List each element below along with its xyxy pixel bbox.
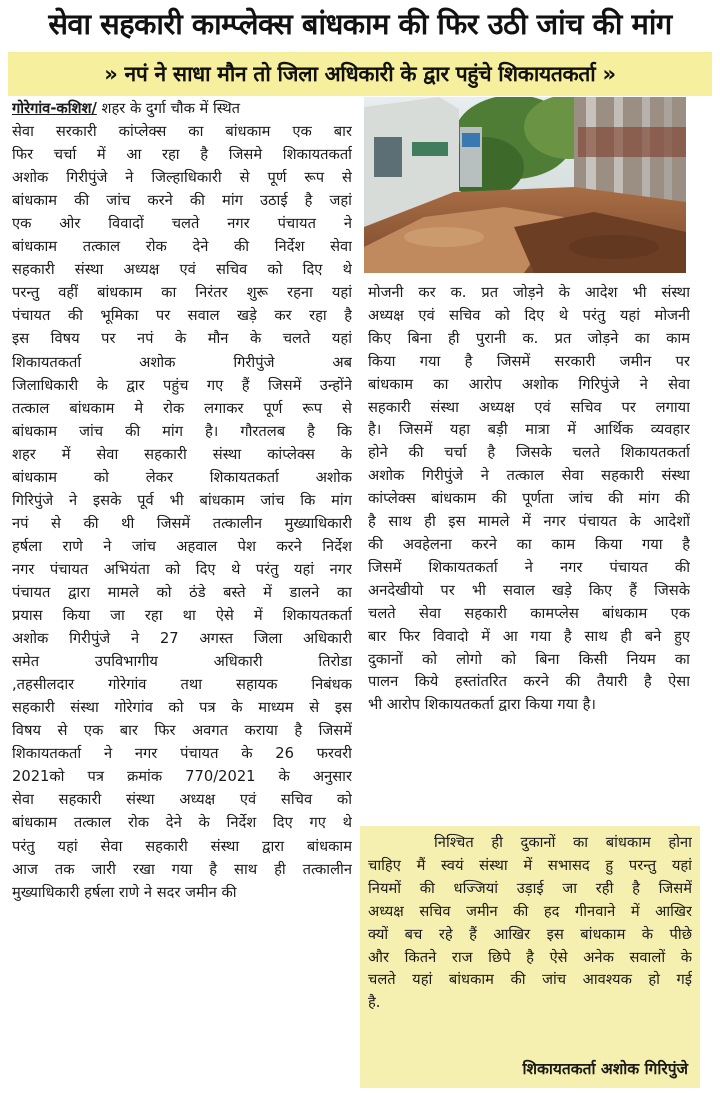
- quote-line: निश्चित ही दुकानों का बांधकाम होना: [434, 834, 692, 851]
- article-line: समेत उपविभागीय अधिकारी तिरोडा: [12, 653, 352, 671]
- quote-text: [368, 832, 692, 1015]
- article-line: बांधकाम को लेकर शिकायतकर्ता अशोक: [12, 468, 352, 486]
- article-line: कांप्लेक्स बांधकाम की पूर्णता जांच की मांग की: [368, 490, 690, 508]
- article-line: अशोक गिरीपुंजे ने जिल्हाधिकारी से पूर्ण रूप से: [12, 169, 352, 187]
- article-line: बार फिर विवादो में आ गया है साथ ही बने हुए: [368, 627, 690, 645]
- article-line: दुकानों को लोगो को बिना किसी नियम का: [368, 650, 690, 668]
- article-line: 2021को पत्र क्रमांक 770/2021 के अनुसार: [12, 768, 352, 786]
- article-line: जिलाधिकारी के द्वार पहुंच गए हैं जिसमें उन्होंने: [12, 376, 352, 394]
- quote-line: चलते यहां बांधकाम की जांच आवश्यक हो गई: [368, 971, 692, 989]
- article-line: हर्षला राणे ने जांच अहवाल पेश करने निर्देश: [12, 537, 352, 555]
- article-line: मुख्याधिकारी हर्षला राणे ने सदर जमीन की: [12, 883, 237, 901]
- article-line: इस विषय पर नपं के मौन के चलते यहां: [12, 330, 352, 348]
- article-line: शिकायतकर्ता ने नगर पंचायत के 26 फरवरी: [12, 745, 352, 763]
- quote-line: है.: [368, 994, 381, 1012]
- quote-box: [360, 826, 700, 1088]
- article-line-text: शहर के दुर्गा चौक में स्थित: [96, 100, 240, 117]
- article-line: भी आरोप शिकायतकर्ता द्वारा किया गया है।: [368, 696, 596, 714]
- article-line: सेवा सहकारी संस्था अध्यक्ष एवं सचिव को: [12, 791, 352, 809]
- construction-site-photo: [364, 97, 686, 273]
- article-line: सहकारी संस्था अध्यक्ष एवं सचिव पर लगाया: [368, 398, 690, 416]
- quote-line: अध्यक्ष सचिव जमीन की हद गीनवाने में आखिर: [368, 902, 692, 920]
- article-line: पंचायत द्वारा मामले को ठंडे बस्ते में डालने का: [12, 583, 352, 601]
- article-line: अशोक गिरीपुंजे ने तत्काल सेवा सहकारी संस्था: [368, 467, 690, 485]
- article-line: बांधकाम तत्काल रोक देने के निर्देश दिए गए थे: [12, 814, 352, 832]
- article-line: सहकारी संस्था गोरेगांव को पत्र के माध्यम से इस: [12, 699, 352, 717]
- article-line: गिरिपुंजे ने इसके पूर्व भी बांधकाम जांच कि मांग: [12, 491, 352, 509]
- article-line: परन्तु वहीं बांधकाम का निरंतर शुरू रहना यहां: [12, 284, 352, 302]
- article-line: सहकारी संस्था अध्यक्ष एवं सचिव को दिए थे: [12, 261, 352, 279]
- subheadline: » नपं ने साधा मौन तो जिला अधिकारी के द्वार पहुंचे शिकायतकर्ता »: [8, 52, 712, 96]
- article-line: एक ओर विवादों चलते नगर पंचायत ने: [12, 215, 352, 233]
- article-line: शिकायतकर्ता अशोक गिरीपुंजे अब: [12, 353, 352, 371]
- article-line: है। जिसमें यहा बड़ी मात्रा में आर्थिक व्यवहार: [368, 421, 690, 439]
- article-line: बांधकाम तत्काल रोक देने की निर्देश सेवा: [12, 238, 352, 256]
- article-line: बांधकाम का आरोप अशोक गिरिपुंजे ने सेवा: [368, 375, 690, 393]
- article-line: किया गया है जिसमें सरकारी जमीन पर: [368, 352, 690, 370]
- article-line: किए बिना ही पुरानी क. प्रत जोड़ने का काम: [368, 329, 690, 347]
- article-line: बांधकाम जांच की मांग है। गौरतलब है कि: [12, 422, 352, 440]
- article-line: होने की चर्चा है जिसके चलते शिकायतकर्ता: [368, 444, 690, 462]
- article-line: [12, 97, 352, 120]
- news-photo: [364, 97, 686, 273]
- dateline: गोरेगांव-कशिश/: [12, 100, 97, 117]
- article-right-column: [368, 282, 690, 818]
- article-line: अध्यक्ष एवं सचिव को दिए थे परंतु यहां मोजनी: [368, 306, 690, 324]
- article-line: परंतु यहां सेवा सहकारी संस्था द्वारा बांधकाम: [12, 837, 352, 855]
- article-left-column: [12, 97, 352, 1089]
- quote-line: क्यों बच रहे हैं आखिर इस बांधकाम के पीछे: [368, 925, 692, 943]
- article-line: पालन किये हस्तांतरित करने की तैयारी है ऐसा: [368, 673, 690, 691]
- article-line: शहर में सेवा सहकारी संस्था कांप्लेक्स के: [12, 445, 352, 463]
- article-line: सेवा सरकारी कांप्लेक्स का बांधकाम एक बार: [12, 123, 352, 141]
- article-line: पंचायत की भूमिका पर सवाल खड़े कर रहा है: [12, 307, 352, 325]
- article-line: चलते सेवा सहकारी कामप्लेस बांधकाम एक: [368, 604, 690, 622]
- quote-line: चाहिए मैं स्वयं संस्था में सभासद हु परन्तु यहां: [368, 856, 692, 874]
- article-line: जिसमें शिकायतकर्ता ने नगर पंचायत की: [368, 558, 690, 576]
- quote-line: नियमों की धज्जियां उड़ाई जा रही है जिसमें: [368, 879, 692, 897]
- article-line: नपं से की थी जिसमें तत्कालीन मुख्याधिकारी: [12, 514, 352, 532]
- article-line: नगर पंचायत अभियंता को दिए थे परंतु यहां नगर: [12, 560, 352, 578]
- article-line: अनदेखीयो पर भी सवाल खड़े किए हैं जिसके: [368, 581, 690, 599]
- article-line: अशोक गिरीपुंजे ने 27 अगस्त जिला अधिकारी: [12, 630, 352, 648]
- article-line: आज तक जारी रखा गया है साथ ही तत्कालीन: [12, 860, 352, 878]
- article-line: प्रयास किया जा रहा था ऐसे में शिकायतकर्ता: [12, 607, 352, 625]
- headline: सेवा सहकारी काम्प्लेक्स बांधकाम की फिर उठी जांच की मांग: [48, 7, 672, 41]
- article-line: ,तहसीलदार गोरेगांव तथा सहायक निबंधक: [12, 676, 352, 694]
- article-line: फिर चर्चा में आ रहा है जिसमे शिकायतकर्ता: [12, 146, 352, 164]
- article-line: है साथ ही इस मामले में नगर पंचायत के आदेशों: [368, 513, 690, 531]
- quote-signature: शिकायतकर्ता अशोक गिरिपुंजे: [522, 1060, 688, 1078]
- article-line: बांधकाम की जांच करने की मांग उठाई है जहां: [12, 192, 352, 210]
- quote-line: और कितने राज छिपे है ऐसे अनेक सवालों के: [368, 948, 692, 966]
- article-line: विषय से एक बार फिर अवगत कराया है जिसमें: [12, 722, 352, 740]
- article-line: की अवहेलना करने का काम किया गया है: [368, 535, 690, 553]
- article-line: तत्काल बांधकाम मे रोक लगाकर पूर्ण रूप से: [12, 399, 352, 417]
- article-line: मोजनी कर क. प्रत जोड़ने के आदेश भी संस्था: [368, 284, 690, 301]
